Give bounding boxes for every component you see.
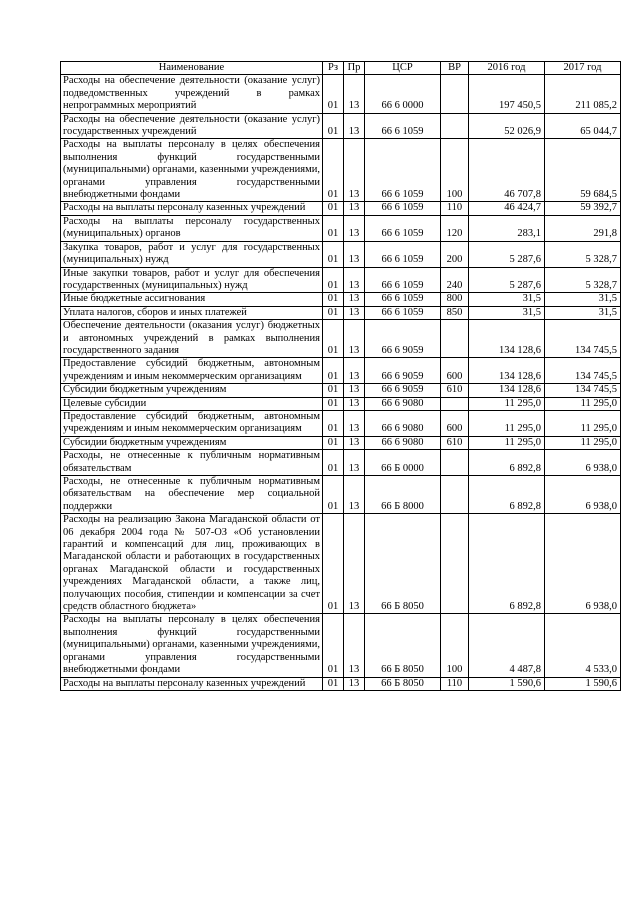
row-pr: 13 — [344, 677, 365, 690]
row-name: Целевые субсидии — [61, 397, 323, 410]
row-rz: 01 — [323, 450, 344, 476]
row-2017: 59 392,7 — [545, 202, 621, 215]
row-name: Предоставление субсидий бюджетным, автономным учреждениям и иным некоммерческим организациям — [61, 358, 323, 384]
header-vr: ВР — [441, 62, 469, 75]
row-csr: 66 6 1059 — [365, 215, 441, 241]
row-pr: 13 — [344, 450, 365, 476]
row-2016: 134 128,6 — [469, 358, 545, 384]
row-2016: 46 424,7 — [469, 202, 545, 215]
row-2016: 283,1 — [469, 215, 545, 241]
row-vr: 850 — [441, 306, 469, 319]
row-2017: 1 590,6 — [545, 677, 621, 690]
row-vr: 600 — [441, 410, 469, 436]
table-row — [61, 436, 621, 449]
table-header — [61, 62, 621, 75]
row-2016: 5 287,6 — [469, 241, 545, 267]
row-2017: 6 938,0 — [545, 514, 621, 614]
row-2017: 211 085,2 — [545, 75, 621, 113]
row-rz: 01 — [323, 476, 344, 514]
row-2017: 59 684,5 — [545, 139, 621, 202]
row-2016: 52 026,9 — [469, 113, 545, 139]
row-vr: 240 — [441, 267, 469, 293]
row-csr: 66 6 1059 — [365, 113, 441, 139]
row-2017: 291,8 — [545, 215, 621, 241]
row-rz: 01 — [323, 293, 344, 306]
row-csr: 66 Б 8000 — [365, 476, 441, 514]
row-pr: 13 — [344, 436, 365, 449]
row-pr: 13 — [344, 614, 365, 677]
row-rz: 01 — [323, 436, 344, 449]
row-csr: 66 6 1059 — [365, 306, 441, 319]
row-pr: 13 — [344, 384, 365, 397]
row-2016: 134 128,6 — [469, 320, 545, 358]
row-vr: 110 — [441, 202, 469, 215]
row-csr: 66 6 1059 — [365, 293, 441, 306]
row-vr — [441, 514, 469, 614]
row-2017: 134 745,5 — [545, 320, 621, 358]
row-2016: 1 590,6 — [469, 677, 545, 690]
table-row — [61, 139, 621, 202]
row-name: Расходы, не отнесенные к публичным нормативным обязательствам — [61, 450, 323, 476]
table-row — [61, 410, 621, 436]
row-2016: 11 295,0 — [469, 436, 545, 449]
table-row — [61, 267, 621, 293]
table-row — [61, 614, 621, 677]
row-csr: 66 6 9059 — [365, 358, 441, 384]
row-name: Расходы на выплаты персоналу в целях обеспечения выполнения функций государственными (муниципальными) органами, казенными учреждениями, органами управления государственными внебюджетными фондами — [61, 139, 323, 202]
row-vr: 120 — [441, 215, 469, 241]
row-name: Расходы на выплаты персоналу государственных (муниципальных) органов — [61, 215, 323, 241]
row-pr: 13 — [344, 320, 365, 358]
row-csr: 66 6 9059 — [365, 320, 441, 358]
row-csr: 66 6 1059 — [365, 139, 441, 202]
row-pr: 13 — [344, 215, 365, 241]
row-csr: 66 Б 8050 — [365, 677, 441, 690]
row-2016: 31,5 — [469, 293, 545, 306]
row-name: Расходы на обеспечение деятельности (оказание услуг) государственных учреждений — [61, 113, 323, 139]
row-name: Обеспечение деятельности (оказания услуг) бюджетных и автономных учреждений в рамках выполнения государственного задания — [61, 320, 323, 358]
row-rz: 01 — [323, 215, 344, 241]
row-name: Уплата налогов, сборов и иных платежей — [61, 306, 323, 319]
row-2017: 134 745,5 — [545, 358, 621, 384]
row-2017: 11 295,0 — [545, 436, 621, 449]
row-pr: 13 — [344, 267, 365, 293]
table-row — [61, 75, 621, 113]
row-2016: 6 892,8 — [469, 476, 545, 514]
row-csr: 66 6 1059 — [365, 267, 441, 293]
table-row — [61, 293, 621, 306]
row-vr: 100 — [441, 614, 469, 677]
table-row — [61, 202, 621, 215]
row-2017: 11 295,0 — [545, 397, 621, 410]
table-row — [61, 384, 621, 397]
row-csr: 66 6 9080 — [365, 436, 441, 449]
row-csr: 66 6 9080 — [365, 410, 441, 436]
row-2017: 5 328,7 — [545, 241, 621, 267]
table-row — [61, 241, 621, 267]
row-rz: 01 — [323, 397, 344, 410]
row-name: Расходы на реализацию Закона Магаданской области от 06 декабря 2004 года № 507-ОЗ «Об установлении гарантий и компенсаций для лиц, проживающих в Магаданской области и работающих в государственных органах Магаданской области и государственных учреждениях Магаданской области, а также лиц, получающих пособия, стипендии и компенсации за счет средств областного бюджета» — [61, 514, 323, 614]
row-pr: 13 — [344, 476, 365, 514]
row-name: Предоставление субсидий бюджетным, автономным учреждениям и иным некоммерческим организациям — [61, 410, 323, 436]
row-name: Иные бюджетные ассигнования — [61, 293, 323, 306]
row-vr: 610 — [441, 436, 469, 449]
row-pr: 13 — [344, 75, 365, 113]
row-pr: 13 — [344, 358, 365, 384]
row-rz: 01 — [323, 113, 344, 139]
row-2016: 46 707,8 — [469, 139, 545, 202]
row-2017: 65 044,7 — [545, 113, 621, 139]
row-pr: 13 — [344, 410, 365, 436]
row-csr: 66 Б 0000 — [365, 450, 441, 476]
row-pr: 13 — [344, 139, 365, 202]
table-row — [61, 113, 621, 139]
row-2017: 11 295,0 — [545, 410, 621, 436]
header-row — [61, 62, 621, 75]
header-pr: Пр — [344, 62, 365, 75]
header-rz: Рз — [323, 62, 344, 75]
row-name: Закупка товаров, работ и услуг для государственных (муниципальных) нужд — [61, 241, 323, 267]
row-rz: 01 — [323, 267, 344, 293]
row-vr: 200 — [441, 241, 469, 267]
row-rz: 01 — [323, 202, 344, 215]
row-vr — [441, 75, 469, 113]
row-2016: 11 295,0 — [469, 410, 545, 436]
row-2017: 4 533,0 — [545, 614, 621, 677]
row-2016: 134 128,6 — [469, 384, 545, 397]
budget-table — [60, 61, 621, 691]
row-pr: 13 — [344, 514, 365, 614]
row-rz: 01 — [323, 384, 344, 397]
row-rz: 01 — [323, 614, 344, 677]
row-name: Расходы на выплаты персоналу казенных учреждений — [61, 202, 323, 215]
row-2017: 134 745,5 — [545, 384, 621, 397]
table-row — [61, 320, 621, 358]
table-row — [61, 215, 621, 241]
row-2016: 5 287,6 — [469, 267, 545, 293]
row-2016: 6 892,8 — [469, 514, 545, 614]
row-2017: 6 938,0 — [545, 476, 621, 514]
row-vr: 600 — [441, 358, 469, 384]
row-2017: 5 328,7 — [545, 267, 621, 293]
row-rz: 01 — [323, 514, 344, 614]
row-pr: 13 — [344, 397, 365, 410]
row-2016: 31,5 — [469, 306, 545, 319]
row-rz: 01 — [323, 139, 344, 202]
row-2016: 6 892,8 — [469, 450, 545, 476]
table-row — [61, 450, 621, 476]
row-2017: 6 938,0 — [545, 450, 621, 476]
row-pr: 13 — [344, 293, 365, 306]
row-name: Расходы на выплаты персоналу казенных учреждений — [61, 677, 323, 690]
row-name: Субсидии бюджетным учреждениям — [61, 384, 323, 397]
row-vr: 800 — [441, 293, 469, 306]
row-csr: 66 6 0000 — [365, 75, 441, 113]
table-row — [61, 476, 621, 514]
row-2016: 4 487,8 — [469, 614, 545, 677]
header-2017: 2017 год — [545, 62, 621, 75]
row-rz: 01 — [323, 241, 344, 267]
table-row — [61, 306, 621, 319]
row-rz: 01 — [323, 320, 344, 358]
row-vr: 610 — [441, 384, 469, 397]
row-pr: 13 — [344, 113, 365, 139]
row-pr: 13 — [344, 202, 365, 215]
table-row — [61, 677, 621, 690]
row-name: Расходы на выплаты персоналу в целях обеспечения выполнения функций государственными (муниципальными) органами, казенными учреждениями, органами управления государственными внебюджетными фондами — [61, 614, 323, 677]
row-csr: 66 6 9080 — [365, 397, 441, 410]
row-rz: 01 — [323, 410, 344, 436]
row-2016: 11 295,0 — [469, 397, 545, 410]
row-2016: 197 450,5 — [469, 75, 545, 113]
header-2016: 2016 год — [469, 62, 545, 75]
row-vr: 110 — [441, 677, 469, 690]
row-2017: 31,5 — [545, 306, 621, 319]
row-pr: 13 — [344, 306, 365, 319]
row-vr — [441, 450, 469, 476]
row-rz: 01 — [323, 358, 344, 384]
row-vr — [441, 397, 469, 410]
row-csr: 66 6 1059 — [365, 202, 441, 215]
row-vr — [441, 320, 469, 358]
row-pr: 13 — [344, 241, 365, 267]
table-body — [61, 75, 621, 691]
row-2017: 31,5 — [545, 293, 621, 306]
row-name: Иные закупки товаров, работ и услуг для обеспечения государственных (муниципальных) нужд — [61, 267, 323, 293]
row-csr: 66 Б 8050 — [365, 614, 441, 677]
row-name: Расходы, не отнесенные к публичным нормативным обязательствам на обеспечение мер социальной поддержки — [61, 476, 323, 514]
row-name: Субсидии бюджетным учреждениям — [61, 436, 323, 449]
row-rz: 01 — [323, 306, 344, 319]
table-row — [61, 397, 621, 410]
row-vr: 100 — [441, 139, 469, 202]
table-row — [61, 358, 621, 384]
row-name: Расходы на обеспечение деятельности (оказание услуг) подведомственных учреждений в рамках непрограммных мероприятий — [61, 75, 323, 113]
row-rz: 01 — [323, 75, 344, 113]
row-vr — [441, 476, 469, 514]
table-row — [61, 514, 621, 614]
row-rz: 01 — [323, 677, 344, 690]
row-csr: 66 Б 8050 — [365, 514, 441, 614]
header-name: Наименование — [61, 62, 323, 75]
row-vr — [441, 113, 469, 139]
row-csr: 66 6 1059 — [365, 241, 441, 267]
header-csr: ЦСР — [365, 62, 441, 75]
row-csr: 66 6 9059 — [365, 384, 441, 397]
